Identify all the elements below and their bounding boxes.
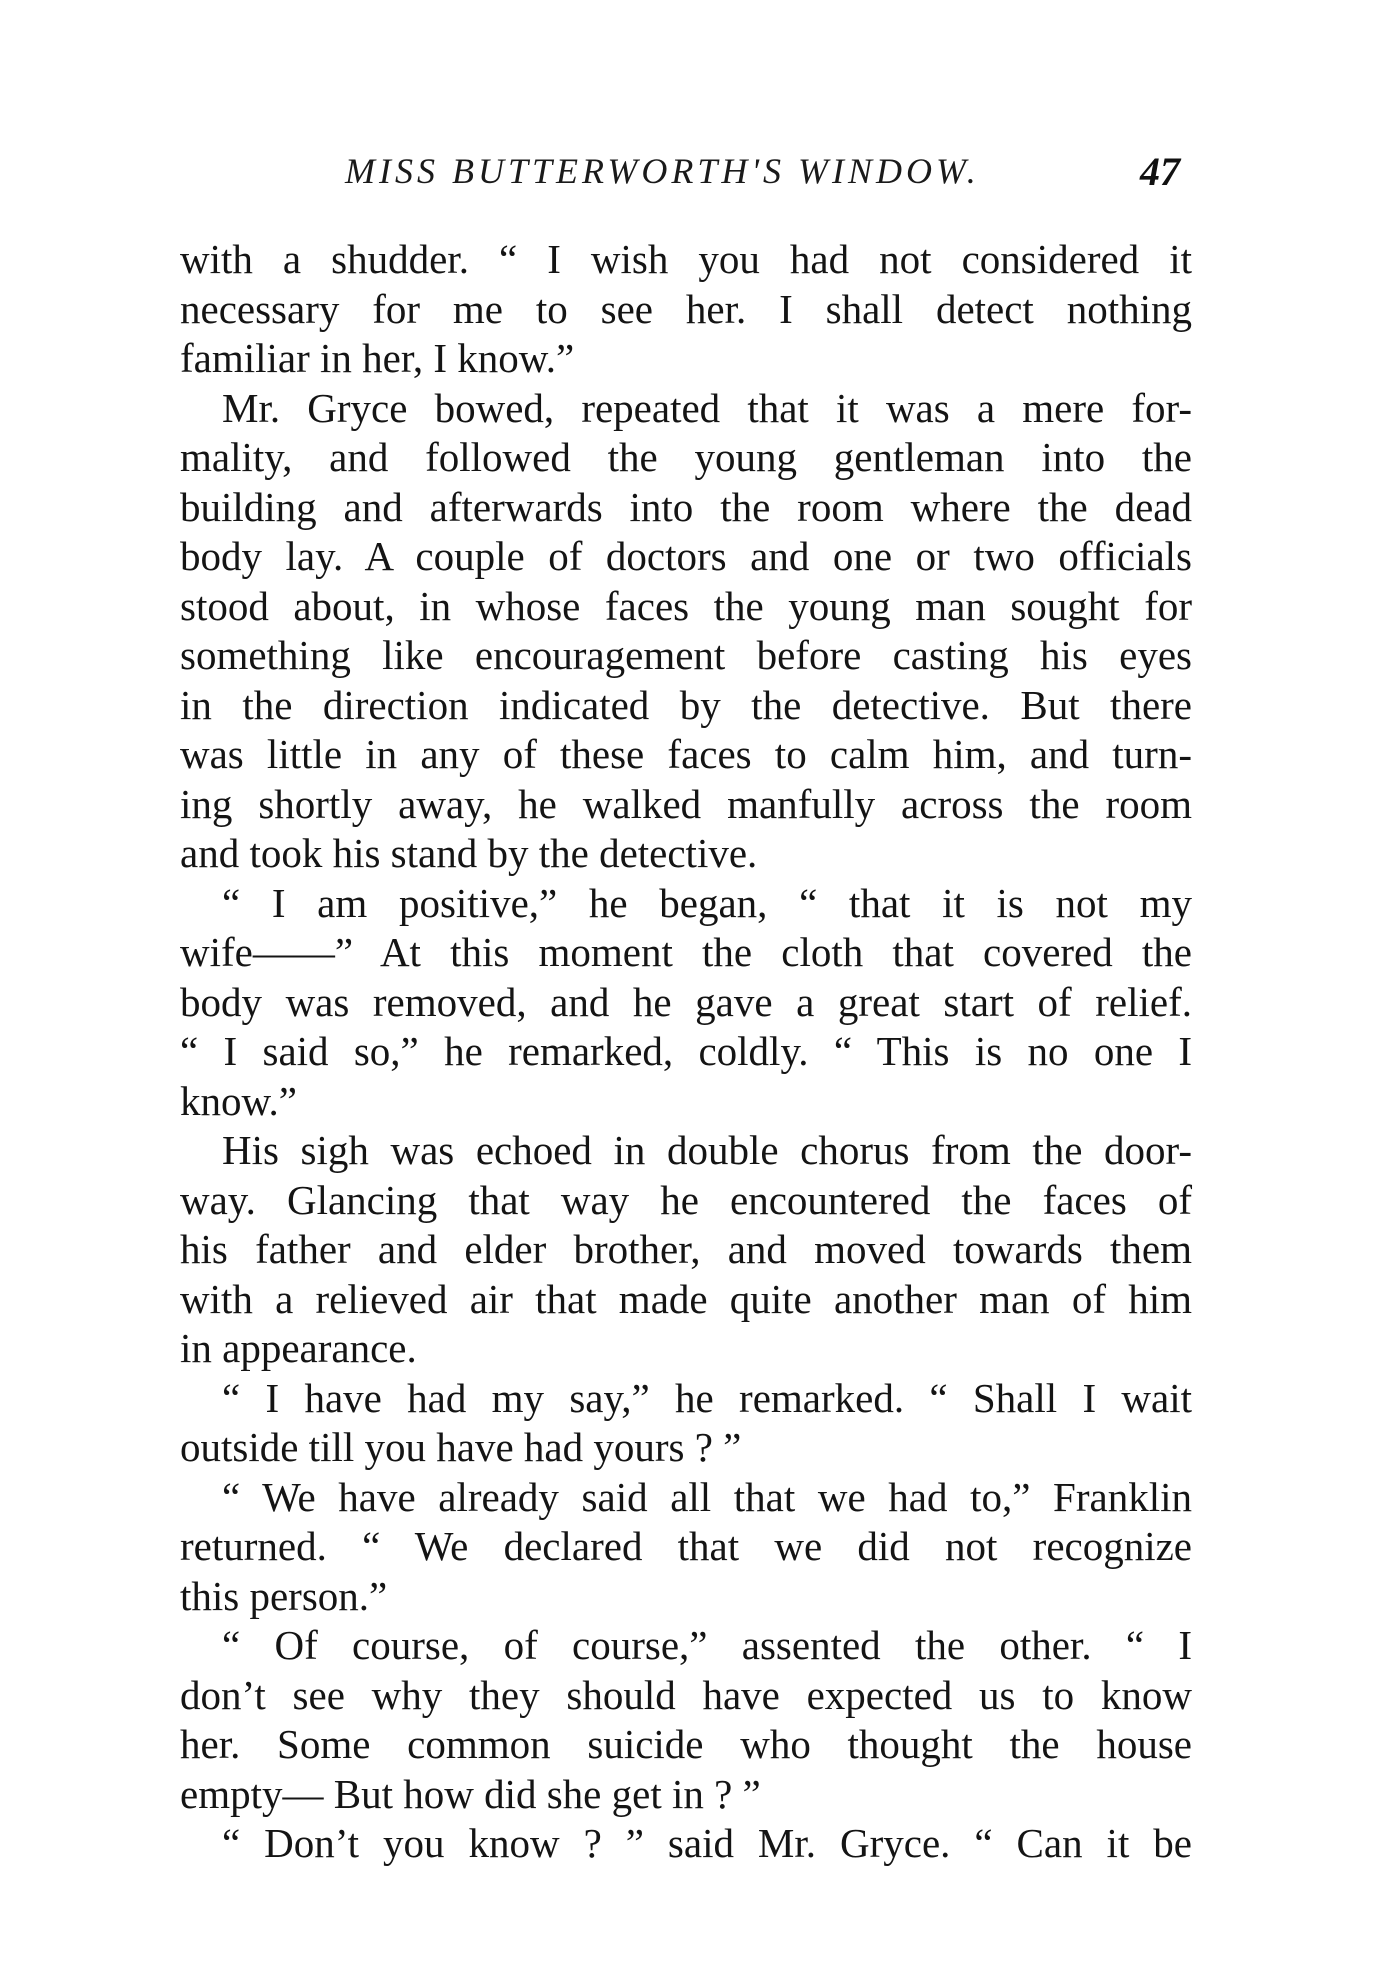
text-line: body lay. A couple of doctors and one or two officials bbox=[180, 533, 1192, 579]
text-line: outside till you have had yours ? ” bbox=[180, 1424, 742, 1470]
text-line: “ I have had my say,” he remarked. “ Shall I wait bbox=[222, 1374, 1192, 1421]
running-title: MISS BUTTERWORTH'S WINDOW. bbox=[345, 151, 980, 191]
text-line: body was removed, and he gave a great start of relief. bbox=[180, 978, 1192, 1025]
text-line: his father and elder brother, and moved towards them bbox=[180, 1226, 1192, 1272]
text-line: with a relieved air that made quite another man of him bbox=[180, 1275, 1192, 1322]
text-line: with a shudder. “ I wish you had not considered it bbox=[180, 236, 1192, 282]
running-head bbox=[0, 150, 1379, 210]
body-text bbox=[180, 235, 1192, 1869]
text-line: wife——” At this moment the cloth that covered the bbox=[180, 929, 1192, 975]
text-line: stood about, in whose faces the young man sought for bbox=[180, 582, 1192, 629]
text-line: her. Some common suicide who thought the house bbox=[180, 1721, 1192, 1767]
text-line: “ Don’t you know ? ” said Mr. Gryce. “ Can it be bbox=[222, 1820, 1192, 1866]
text-line: returned. “ We declared that we did not recognize bbox=[180, 1523, 1192, 1569]
text-line: Mr. Gryce bowed, repeated that it was a mere for- bbox=[222, 384, 1192, 431]
text-line: empty— But how did she get in ? ” bbox=[180, 1770, 761, 1817]
text-line: ing shortly away, he walked manfully across the room bbox=[180, 780, 1192, 827]
text-line: familiar in her, I know.” bbox=[180, 335, 575, 381]
text-line: in the direction indicated by the detective. But there bbox=[180, 681, 1192, 728]
text-line: necessary for me to see her. I shall detect nothing bbox=[180, 285, 1192, 332]
text-line: mality, and followed the young gentleman into the bbox=[180, 434, 1192, 480]
text-line: “ I said so,” he remarked, coldly. “ This is no one I bbox=[180, 1028, 1192, 1074]
text-line: His sigh was echoed in double chorus from the door- bbox=[222, 1127, 1192, 1173]
text-line: “ I am positive,” he began, “ that it is not my bbox=[222, 879, 1192, 926]
text-line: building and afterwards into the room where the dead bbox=[180, 483, 1192, 530]
text-line: was little in any of these faces to calm him, and turn- bbox=[180, 731, 1192, 777]
text-line: don’t see why they should have expected us to know bbox=[180, 1671, 1192, 1718]
text-line: something like encouragement before casting his eyes bbox=[180, 632, 1192, 678]
text-line: “ Of course, of course,” assented the other. “ I bbox=[222, 1622, 1192, 1668]
page-number: 47 bbox=[1140, 149, 1180, 194]
text-line: in appearance. bbox=[180, 1325, 417, 1371]
text-line: way. Glancing that way he encountered the faces of bbox=[180, 1176, 1192, 1223]
text-line: know.” bbox=[180, 1077, 297, 1124]
text-line: and took his stand by the detective. bbox=[180, 830, 758, 876]
text-line: “ We have already said all that we had to,” Franklin bbox=[222, 1473, 1192, 1520]
text-line: this person.” bbox=[180, 1572, 388, 1619]
